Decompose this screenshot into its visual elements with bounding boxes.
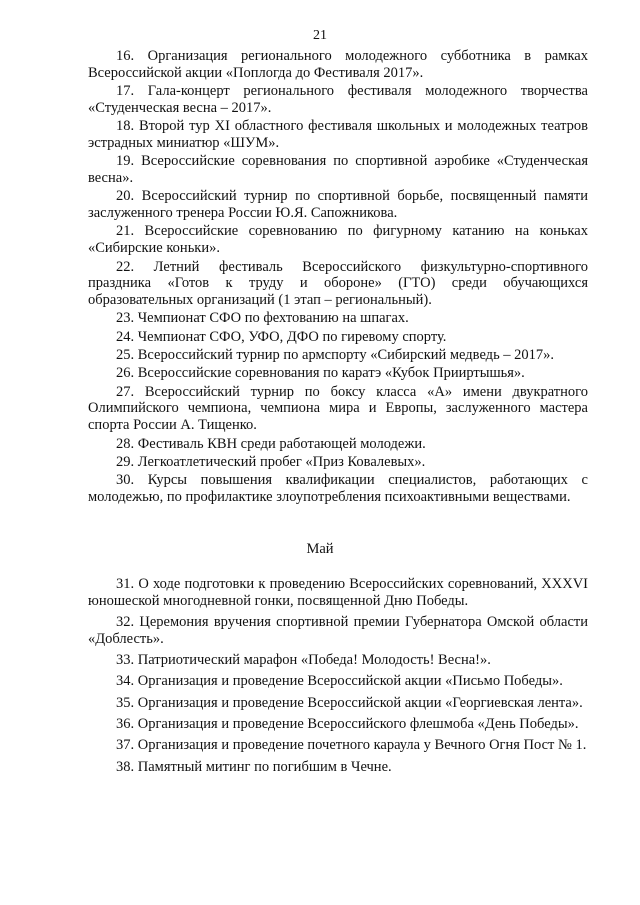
item-number: 22. <box>116 258 135 275</box>
item-number: 28. <box>116 435 135 452</box>
item-number: 27. <box>116 383 135 400</box>
list-item <box>88 737 588 754</box>
list-item <box>88 652 588 669</box>
list-item <box>88 259 588 309</box>
item-text: Всероссийские соревнованию по фигурному катанию на коньках «Сибирские коньки». <box>88 223 588 257</box>
item-text: Курсы повышения квалификации специалистов, работающих с молодежью, по профилактике злоупотребления психоактивными веществами. <box>88 472 588 505</box>
item-number: 19. <box>116 153 135 170</box>
item-number: 16. <box>116 48 135 64</box>
list-item <box>88 347 588 364</box>
item-text: Церемония вручения спортивной премии Губернатора Омской области «Доблесть». <box>88 614 588 647</box>
item-number: 33. <box>116 652 135 669</box>
list-item <box>88 153 588 187</box>
item-text: Чемпионат СФО по фехтованию на шпагах. <box>137 310 409 327</box>
list-item <box>88 576 588 610</box>
list-item <box>88 365 588 382</box>
list-item <box>88 83 588 117</box>
section-title-may: Май <box>306 541 334 557</box>
list-item <box>88 695 588 712</box>
item-text: Второй тур XI областного фестиваля школьных и молодежных театров эстрадных миниатюр «ШУМ». <box>88 118 589 151</box>
list-item <box>88 614 588 648</box>
item-text: Организация и проведение Всероссийского флешмоба «День Победы». <box>137 716 579 733</box>
item-text: Организация и проведение Всероссийской акции «Георгиевская лента». <box>137 694 583 711</box>
list-item <box>88 188 588 222</box>
list-item <box>88 223 588 257</box>
item-number: 23. <box>116 310 135 327</box>
item-number: 36. <box>116 716 135 733</box>
item-text: Летний фестиваль Всероссийского физкультурно-спортивного праздника «Готов к труду и обороне» (ГТО) среди обучающихся образовательных организаций (1 этап – региональный). <box>88 258 589 309</box>
list-item <box>88 310 588 327</box>
item-text: Всероссийский турнир по армспорту «Сибирский медведь – 2017». <box>137 347 555 364</box>
page-number: 21 <box>313 28 327 43</box>
item-text: Организация регионального молодежного субботника в рамках Всероссийской акции «Поплогда до Фестиваля 2017». <box>88 48 588 81</box>
item-number: 18. <box>116 118 135 135</box>
list-item <box>88 472 588 506</box>
item-number: 24. <box>116 328 135 345</box>
item-number: 38. <box>116 758 135 775</box>
item-text: Фестиваль КВН среди работающей молодежи. <box>137 435 426 452</box>
item-number: 29. <box>116 453 135 470</box>
item-number: 21. <box>116 223 135 240</box>
item-number: 37. <box>116 737 135 754</box>
item-number: 26. <box>116 365 135 382</box>
list-item <box>88 454 588 471</box>
item-text: Всероссийские соревнования по каратэ «Кубок Прииртышья». <box>137 365 525 382</box>
list-item <box>88 48 588 82</box>
list-item <box>88 673 588 690</box>
list-item <box>88 716 588 733</box>
item-text: О ходе подготовки к проведению Всероссийских соревнований, XXXVI юношеской многодневной гонки, посвященной Дню Победы. <box>88 576 589 609</box>
item-text: Всероссийский турнир по спортивной борьбе, посвященный памяти заслуженного тренера России Ю.Я. Сапожникова. <box>88 188 589 222</box>
item-text: Организация и проведение Всероссийской акции «Письмо Победы». <box>137 673 563 690</box>
list-item <box>88 118 588 152</box>
item-number: 32. <box>116 614 135 631</box>
item-text: Патриотический марафон «Победа! Молодость! Весна!». <box>137 652 491 669</box>
item-number: 35. <box>116 694 135 711</box>
item-text: Всероссийские соревнования по спортивной аэробике «Студенческая весна». <box>88 153 589 187</box>
item-text: Памятный митинг по погибшим в Чечне. <box>137 758 392 775</box>
item-number: 31. <box>116 576 135 592</box>
list-item <box>88 384 588 434</box>
item-number: 20. <box>116 188 135 205</box>
event-list-april <box>88 48 588 507</box>
list-item <box>88 759 588 776</box>
item-text: Чемпионат СФО, УФО, ДФО по гиревому спорту. <box>137 328 447 345</box>
item-text: Организация и проведение почетного караула у Вечного Огня Пост № 1. <box>137 737 587 754</box>
list-item <box>88 329 588 346</box>
event-list-may <box>88 576 588 780</box>
item-text: Легкоатлетический пробег «Приз Ковалевых». <box>137 453 426 470</box>
item-number: 17. <box>116 83 135 100</box>
item-number: 25. <box>116 347 135 364</box>
item-number: 30. <box>116 472 135 489</box>
item-text: Гала-концерт регионального фестиваля молодежного творчества «Студенческая весна – 2017». <box>88 83 588 116</box>
list-item <box>88 436 588 453</box>
item-number: 34. <box>116 673 135 690</box>
item-text: Всероссийский турнир по боксу класса «А» имени двукратного Олимпийского чемпиона, чемпиона мира и Европы, заслуженного мастера спорта России А. Тищенко. <box>88 383 588 434</box>
